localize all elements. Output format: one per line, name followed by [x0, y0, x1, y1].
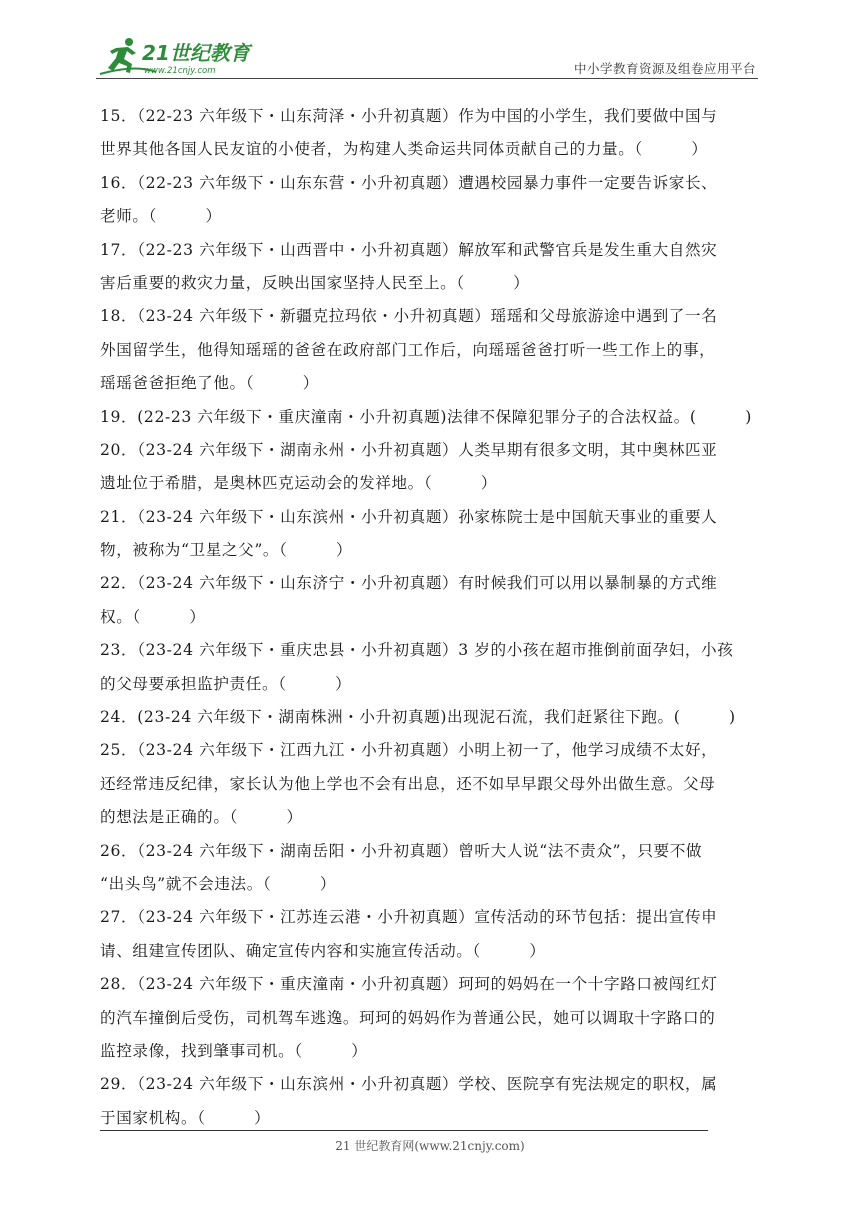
footer-text: 21 世纪教育网(www.21cnjy.com)	[335, 1139, 525, 1153]
logo-text: 21世纪教育	[142, 41, 250, 65]
question-line: 15．（22-23 六年级下・山东菏泽・小升初真题）作为中国的小学生，我们要做中国与	[100, 107, 718, 125]
question-line: 遗址位于希腊，是奥林匹克运动会的发祥地。（ ）	[100, 474, 498, 493]
question-line: 25．（23-24 六年级下・江西九江・小升初真题）小明上初一了，他学习成绩不太好，	[100, 741, 718, 760]
question-line: 26．（23-24 六年级下・湖南岳阳・小升初真题）曾听大人说“法不责众”，只要不做	[100, 841, 703, 860]
question-line: 17．（22-23 六年级下・山西晋中・小升初真题）解放军和武警官兵是发生重大自然灾	[100, 240, 718, 259]
question-line: 物，被称为“卫星之父”。（ ）	[100, 541, 353, 560]
question-line: 23．（23-24 六年级下・重庆忠县・小升初真题）3 岁的小孩在超市推倒前面孕妇，小孩	[100, 641, 734, 660]
question-line: 27．（23-24 六年级下・江苏连云港・小升初真题）宣传活动的环节包括：提出宣传申	[100, 908, 718, 927]
question-line: 22．（23-24 六年级下・山东济宁・小升初真题）有时候我们可以用以暴制暴的方式维	[100, 574, 718, 593]
question-line: 18．（23-24 六年级下・新疆克拉玛依・小升初真题）瑶瑶和父母旅游途中遇到了一名	[100, 307, 718, 326]
question-line: “出头鸟”就不会违法。（ ）	[100, 874, 337, 893]
question-line: 16．（22-23 六年级下・山东东营・小升初真题）遭遇校园暴力事件一定要告诉家长、	[100, 173, 718, 192]
question-line: 的父母要承担监护责任。（ ）	[100, 674, 352, 693]
site-logo[interactable]	[96, 36, 256, 78]
question-line: 还经常违反纪律，家长认为他上学也不会有出息，还不如早早跟父母外出做生意。父母	[100, 774, 716, 793]
question-line: 21．（23-24 六年级下・山东滨州・小升初真题）孙家栋院士是中国航天事业的重要人	[100, 507, 718, 526]
logo-url-text: www.21cnjy.com	[144, 66, 216, 76]
question-line: 的想法是正确的。（ ）	[100, 808, 303, 827]
question-line: 24．(23-24 六年级下・湖南株洲・小升初真题)出现泥石流，我们赶紧往下跑。( )	[100, 708, 736, 727]
question-line: 20．（23-24 六年级下・湖南永州・小升初真题）人类早期有很多文明，其中奥林匹亚	[100, 440, 718, 459]
question-line: 于国家机构。（ ）	[100, 1108, 271, 1127]
logo-icon	[96, 36, 256, 78]
platform-label: 中小学教育资源及组卷应用平台	[573, 61, 756, 76]
page-header	[96, 30, 756, 80]
footer-divider	[100, 1130, 708, 1131]
question-line: 老师。（ ）	[100, 207, 222, 226]
question-line: 的汽车撞倒后受伤，司机驾车逃逸。珂珂的妈妈作为普通公民，她可以调取十字路口的	[100, 1008, 716, 1027]
question-line: 害后重要的救灾力量，反映出国家坚持人民至上。（ ）	[100, 273, 530, 292]
question-line: 世界其他各国人民友谊的小使者，为构建人类命运共同体贡献自己的力量。（ ）	[100, 140, 708, 159]
question-line: 19．(22-23 六年级下・重庆潼南・小升初真题)法律不保障犯罪分子的合法权益。( )	[100, 407, 752, 426]
question-line: 监控录像，找到肇事司机。（ ）	[100, 1041, 368, 1060]
question-list	[100, 100, 760, 1135]
question-line: 外国留学生，他得知瑶瑶的爸爸在政府部门工作后，向瑶瑶爸爸打听一些工作上的事，	[100, 340, 716, 359]
header-divider	[96, 78, 758, 79]
question-line: 28．（23-24 六年级下・重庆潼南・小升初真题）珂珂的妈妈在一个十字路口被闯红灯	[100, 975, 718, 994]
question-line: 瑶瑶爸爸拒绝了他。（ ）	[100, 374, 319, 393]
question-line: 29．（23-24 六年级下・山东滨州・小升初真题）学校、医院享有宪法规定的职权，属	[100, 1075, 718, 1094]
question-line: 请、组建宣传团队、确定宣传内容和实施宣传活动。（ ）	[100, 941, 546, 960]
question-line: 权。（ ）	[100, 607, 206, 626]
